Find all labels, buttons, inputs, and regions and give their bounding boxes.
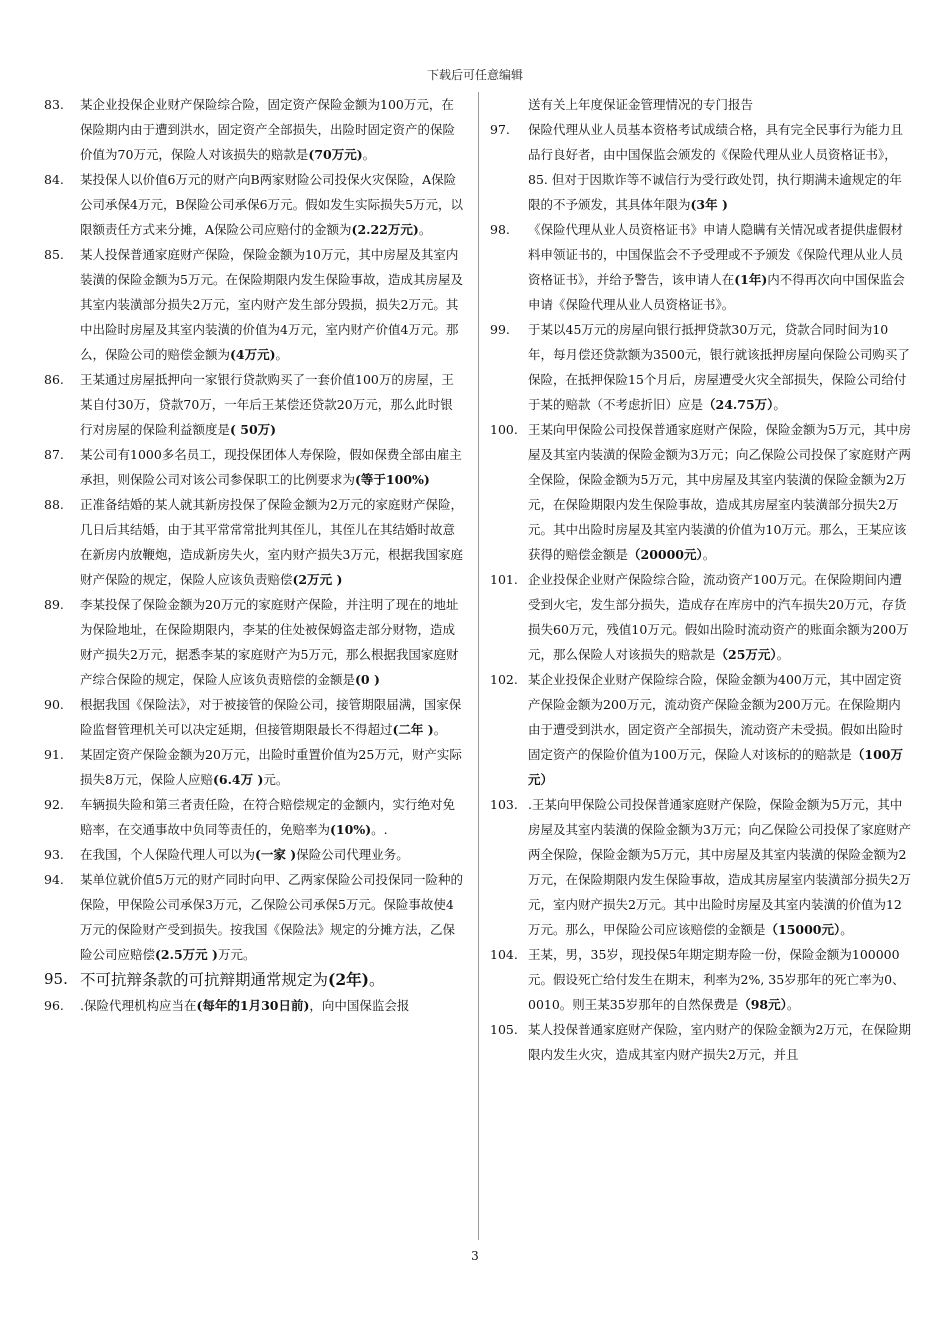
question-text: .保险代理机构应当在	[80, 998, 197, 1013]
question-number: 91.	[44, 747, 64, 762]
answer-text: ( 50万)	[230, 422, 277, 437]
question-text: 正准备结婚的某人就其新房投保了保险金额为2万元的家庭财产保险，几日后其结婚，由于其平常常常批判其侄儿，其侄儿在其结婚时故意在新房内放鞭炮，造成新房失火，室内财产损失3万元，根据我国家庭财产保险的规定，保险人应该负责赔偿	[80, 497, 463, 587]
answer-text: (6.4万 )	[212, 772, 264, 787]
question-number: 89.	[44, 597, 64, 612]
question-text: 车辆损失险和第三者责任险，在符合赔偿规定的金额内，实行绝对免赔率，在交通事故中负同等责任的，免赔率为	[80, 797, 456, 837]
question-item	[40, 492, 464, 592]
question-item	[488, 667, 912, 792]
question-suffix: 。	[433, 722, 447, 737]
question-text: 根据我国《保险法》，对于被接管的保险公司，接管期限届满，国家保险监督管理机关可以决定延期，但接管期限最长不得超过	[80, 697, 462, 737]
question-number: 90.	[44, 697, 64, 712]
question-item	[488, 117, 912, 217]
question-text: 某固定资产保险金额为20万元，出险时重置价值为25万元，财产实际损失8万元，保险人应赔	[80, 747, 462, 787]
answer-text: (70万元)	[308, 147, 363, 162]
question-item	[40, 867, 464, 967]
answer-text: (10%)	[330, 822, 372, 837]
question-number: 105.	[490, 1022, 518, 1037]
question-item	[40, 692, 464, 742]
answer-text: (每年的1月30日前)	[196, 998, 310, 1013]
question-number: 102.	[490, 672, 518, 687]
question-suffix: 万元。	[217, 947, 256, 962]
question-text: 某企业投保企业财产保险综合险，保险金额为400万元，其中固定资产保险金额为200万元，流动资产保险金额为200万元。在保险期内由于遭受到洪水，固定资产全部损失，流动资产未受损。假如出险时固定资产的保险价值为100万元，保险人对该标的的赔款是	[528, 672, 904, 762]
question-item	[40, 842, 464, 867]
question-text: 于某以45万元的房屋向银行抵押贷款30万元，贷款合同时间为10年，每月偿还贷款额为3500元，银行就该抵押房屋向保险公司购买了保险，在抵押保险15个月后，房屋遭受火灾全部损失，保险公司给付于某的赔款（不考虑折旧）应是	[528, 322, 910, 412]
answer-text: （98元）	[738, 997, 787, 1012]
answer-text: (1年)	[734, 272, 768, 287]
question-item	[40, 967, 464, 993]
left-column	[40, 92, 464, 1018]
question-number: 88.	[44, 497, 64, 512]
question-item	[40, 367, 464, 442]
question-text: 某企业投保企业财产保险综合险，固定资产保险金额为100万元，在保险期内由于遭到洪水，固定资产全部损失，出险时固定资产的保险价值为70万元，保险人对该损失的赔款是	[80, 97, 456, 162]
question-text: 某投保人以价值6万元的财产向B两家财险公司投保火灾保险，A保险公司承保4万元，B保险公司承保6万元。假如发生实际损失5万元，以限额责任方式来分摊，A保险公司应赔付的金额为	[80, 172, 464, 237]
question-text: 《保险代理从业人员资格证书》申请人隐瞒有关情况或者提供虚假材料申领证书的，中国保监会不予受理或不予颁发《保险代理从业人员资格证书》，并给予警告，该申请人在	[528, 222, 904, 287]
question-suffix: 。	[275, 347, 289, 362]
answer-text: (2年)	[328, 970, 369, 989]
question-number: 92.	[44, 797, 64, 812]
question-text: 保险代理从业人员基本资格考试成绩合格，具有完全民事行为能力且品行良好者，由中国保监会颁发的《保险代理从业人员资格证书》，85. 但对于因欺诈等不诚信行为受行政处罚，执行期满未逾规定的年限的不予颁发，其具体年限为	[528, 122, 904, 212]
question-suffix: 。.	[371, 822, 388, 837]
answer-text: (一家 )	[255, 847, 297, 862]
answer-text: (3年 )	[690, 197, 728, 212]
question-number: 100.	[490, 422, 518, 437]
page-number: 3	[471, 1249, 479, 1263]
question-item	[40, 792, 464, 842]
right-column	[488, 92, 912, 1067]
question-item	[40, 92, 464, 167]
question-item	[488, 1017, 912, 1067]
answer-text: (2.22万元)	[351, 222, 419, 237]
question-suffix: 。	[368, 971, 385, 989]
question-number: 101.	[490, 572, 518, 587]
answer-text: (0 )	[355, 672, 380, 687]
question-number: 98.	[490, 222, 510, 237]
question-number: 96.	[44, 998, 64, 1013]
answer-text: （25万元）	[715, 647, 777, 662]
question-suffix: 。	[702, 547, 716, 562]
question-text: 王某向甲保险公司投保普通家庭财产保险，保险金额为5万元，其中房屋及其室内装潢的保险金额为3万元；向乙保险公司投保了家庭财产两全保险，保险金额为5万元，其中房屋及其室内装潢的保险金额为2万元，在保险期限内发生保险事故，造成其房屋室内装潢部分损失2万元。其中出险时房屋及其室内装潢的价值为10万元。那么，王某应该获得的赔偿金额是	[528, 422, 911, 562]
question-item	[40, 442, 464, 492]
question-number: 103.	[490, 797, 518, 812]
question-item	[40, 167, 464, 242]
question-number: 84.	[44, 172, 64, 187]
answer-text: (2万元 )	[292, 572, 343, 587]
question-item	[488, 92, 912, 117]
question-number: 97.	[490, 122, 510, 137]
question-item	[488, 792, 912, 942]
question-number: 86.	[44, 372, 64, 387]
question-text: 李某投保了保险金额为20万元的家庭财产保险，并注明了现在的地址为保险地址，在保险期限内，李某的住处被保姆盗走部分财物，造成财产损失2万元，据悉李某的家庭财产为5万元，那么根据我国家庭财产综合保险的规定，保险人应该负责赔偿的金额是	[80, 597, 459, 687]
question-text: 不可抗辩条款的可抗辩期通常规定为	[80, 971, 329, 989]
question-number: 87.	[44, 447, 64, 462]
question-item	[488, 567, 912, 667]
question-item	[488, 317, 912, 417]
question-suffix: ，向中国保监会报	[309, 998, 410, 1013]
question-text: .王某向甲保险公司投保普通家庭财产保险，保险金额为5万元，其中房屋及其室内装潢的保险金额为3万元；向乙保险公司投保了家庭财产两全保险，保险金额为5万元，其中房屋及其室内装潢的保险金额为2万元，在保险期限内发生保险事故，造成其房屋室内装潢部分损失2万元，室内财产损失2万元。其中出险时房屋及其室内装潢的价值为12万元。那么，甲保险公司应该赔偿的金额是	[528, 797, 911, 937]
question-item	[488, 217, 912, 317]
question-item	[488, 417, 912, 567]
question-number: 83.	[44, 97, 64, 112]
question-suffix: 。	[362, 147, 376, 162]
question-suffix: 。	[786, 997, 800, 1012]
question-text: 王某，男，35岁，现投保5年期定期寿险一份，保险金额为100000元。假设死亡给付发生在期末，利率为2%, 35岁那年的死亡率为0、0010。则王某35岁那年的自然保费是	[528, 947, 905, 1012]
question-suffix: 。	[840, 922, 853, 937]
question-suffix: 。	[773, 397, 786, 412]
question-text: 王某通过房屋抵押向一家银行贷款购买了一套价值100万的房屋，王某自付30万，贷款70万，一年后王某偿还贷款20万元，那么此时银行对房屋的保险利益额度是	[80, 372, 454, 437]
question-item	[40, 742, 464, 792]
question-number: 95.	[44, 970, 68, 988]
question-number: 93.	[44, 847, 64, 862]
answer-text: (2.5万元 )	[155, 947, 218, 962]
question-number: 85.	[44, 247, 64, 262]
answer-text: (二年 )	[392, 722, 434, 737]
question-text: 企业投保企业财产保险综合险，流动资产100万元。在保险期间内遭受到火宅，发生部分损失，造成存在库房中的汽车损失20万元，存货损失60万元，残值10万元。假如出险时流动资产的账面余额为200万元，那么保险人对该损失的赔款是	[528, 572, 909, 662]
question-suffix: 。	[776, 647, 790, 662]
question-text: 某单位就价值5万元的财产同时向甲、乙两家保险公司投保同一险种的保险，甲保险公司承保3万元，乙保险公司承保5万元。保险事故使4万元的保险财产受到损失。按我国《保险法》规定的分摊方法，乙保险公司应赔偿	[80, 872, 463, 962]
question-suffix: 内不得再次向中国保监会申请《保险代理从业人员资格证书》。	[528, 272, 905, 312]
question-item	[40, 242, 464, 367]
answer-text: （24.75万）	[703, 397, 774, 412]
column-divider	[478, 92, 479, 1240]
answer-text: （20000元）	[628, 547, 703, 562]
question-text: 某公司有1000多名员工，现投保团体人寿保险，假如保费全部由雇主承担，则保险公司对该公司参保职工的比例要求为	[80, 447, 462, 487]
question-suffix: 元。	[263, 772, 289, 787]
question-number: 104.	[490, 947, 518, 962]
question-text: 某人投保普通家庭财产保险，保险金额为10万元，其中房屋及其室内装潢的保险金额为5万元。在保险期限内发生保险事故，造成其房屋及其室内装潢部分损失2万元，室内财产发生部分毁损，损失2万元。其中出险时房屋及其室内装潢的价值为4万元，室内财产价值4万元。那么，保险公司的赔偿金额为	[80, 247, 463, 362]
question-suffix: 。	[418, 222, 432, 237]
question-number: 94.	[44, 872, 64, 887]
question-item	[488, 942, 912, 1017]
question-item	[40, 993, 464, 1018]
question-number: 99.	[490, 322, 510, 337]
question-suffix: 保险公司代理业务。	[296, 847, 409, 862]
question-text: 某人投保普通家庭财产保险，室内财产的保险金额为2万元，在保险期限内发生火灾，造成其室内财产损失2万元，并且	[528, 1022, 911, 1062]
answer-text: (4万元)	[230, 347, 276, 362]
question-text: 在我国，个人保险代理人可以为	[80, 847, 256, 862]
answer-text: (等于100%)	[355, 472, 430, 487]
answer-text: （100万元）	[528, 747, 903, 787]
question-text: 送有关上年度保证金管理情况的专门报告	[528, 97, 754, 112]
answer-text: （15000元）	[765, 922, 841, 937]
question-item	[40, 592, 464, 692]
page-header: 下载后可任意编辑	[426, 68, 523, 82]
